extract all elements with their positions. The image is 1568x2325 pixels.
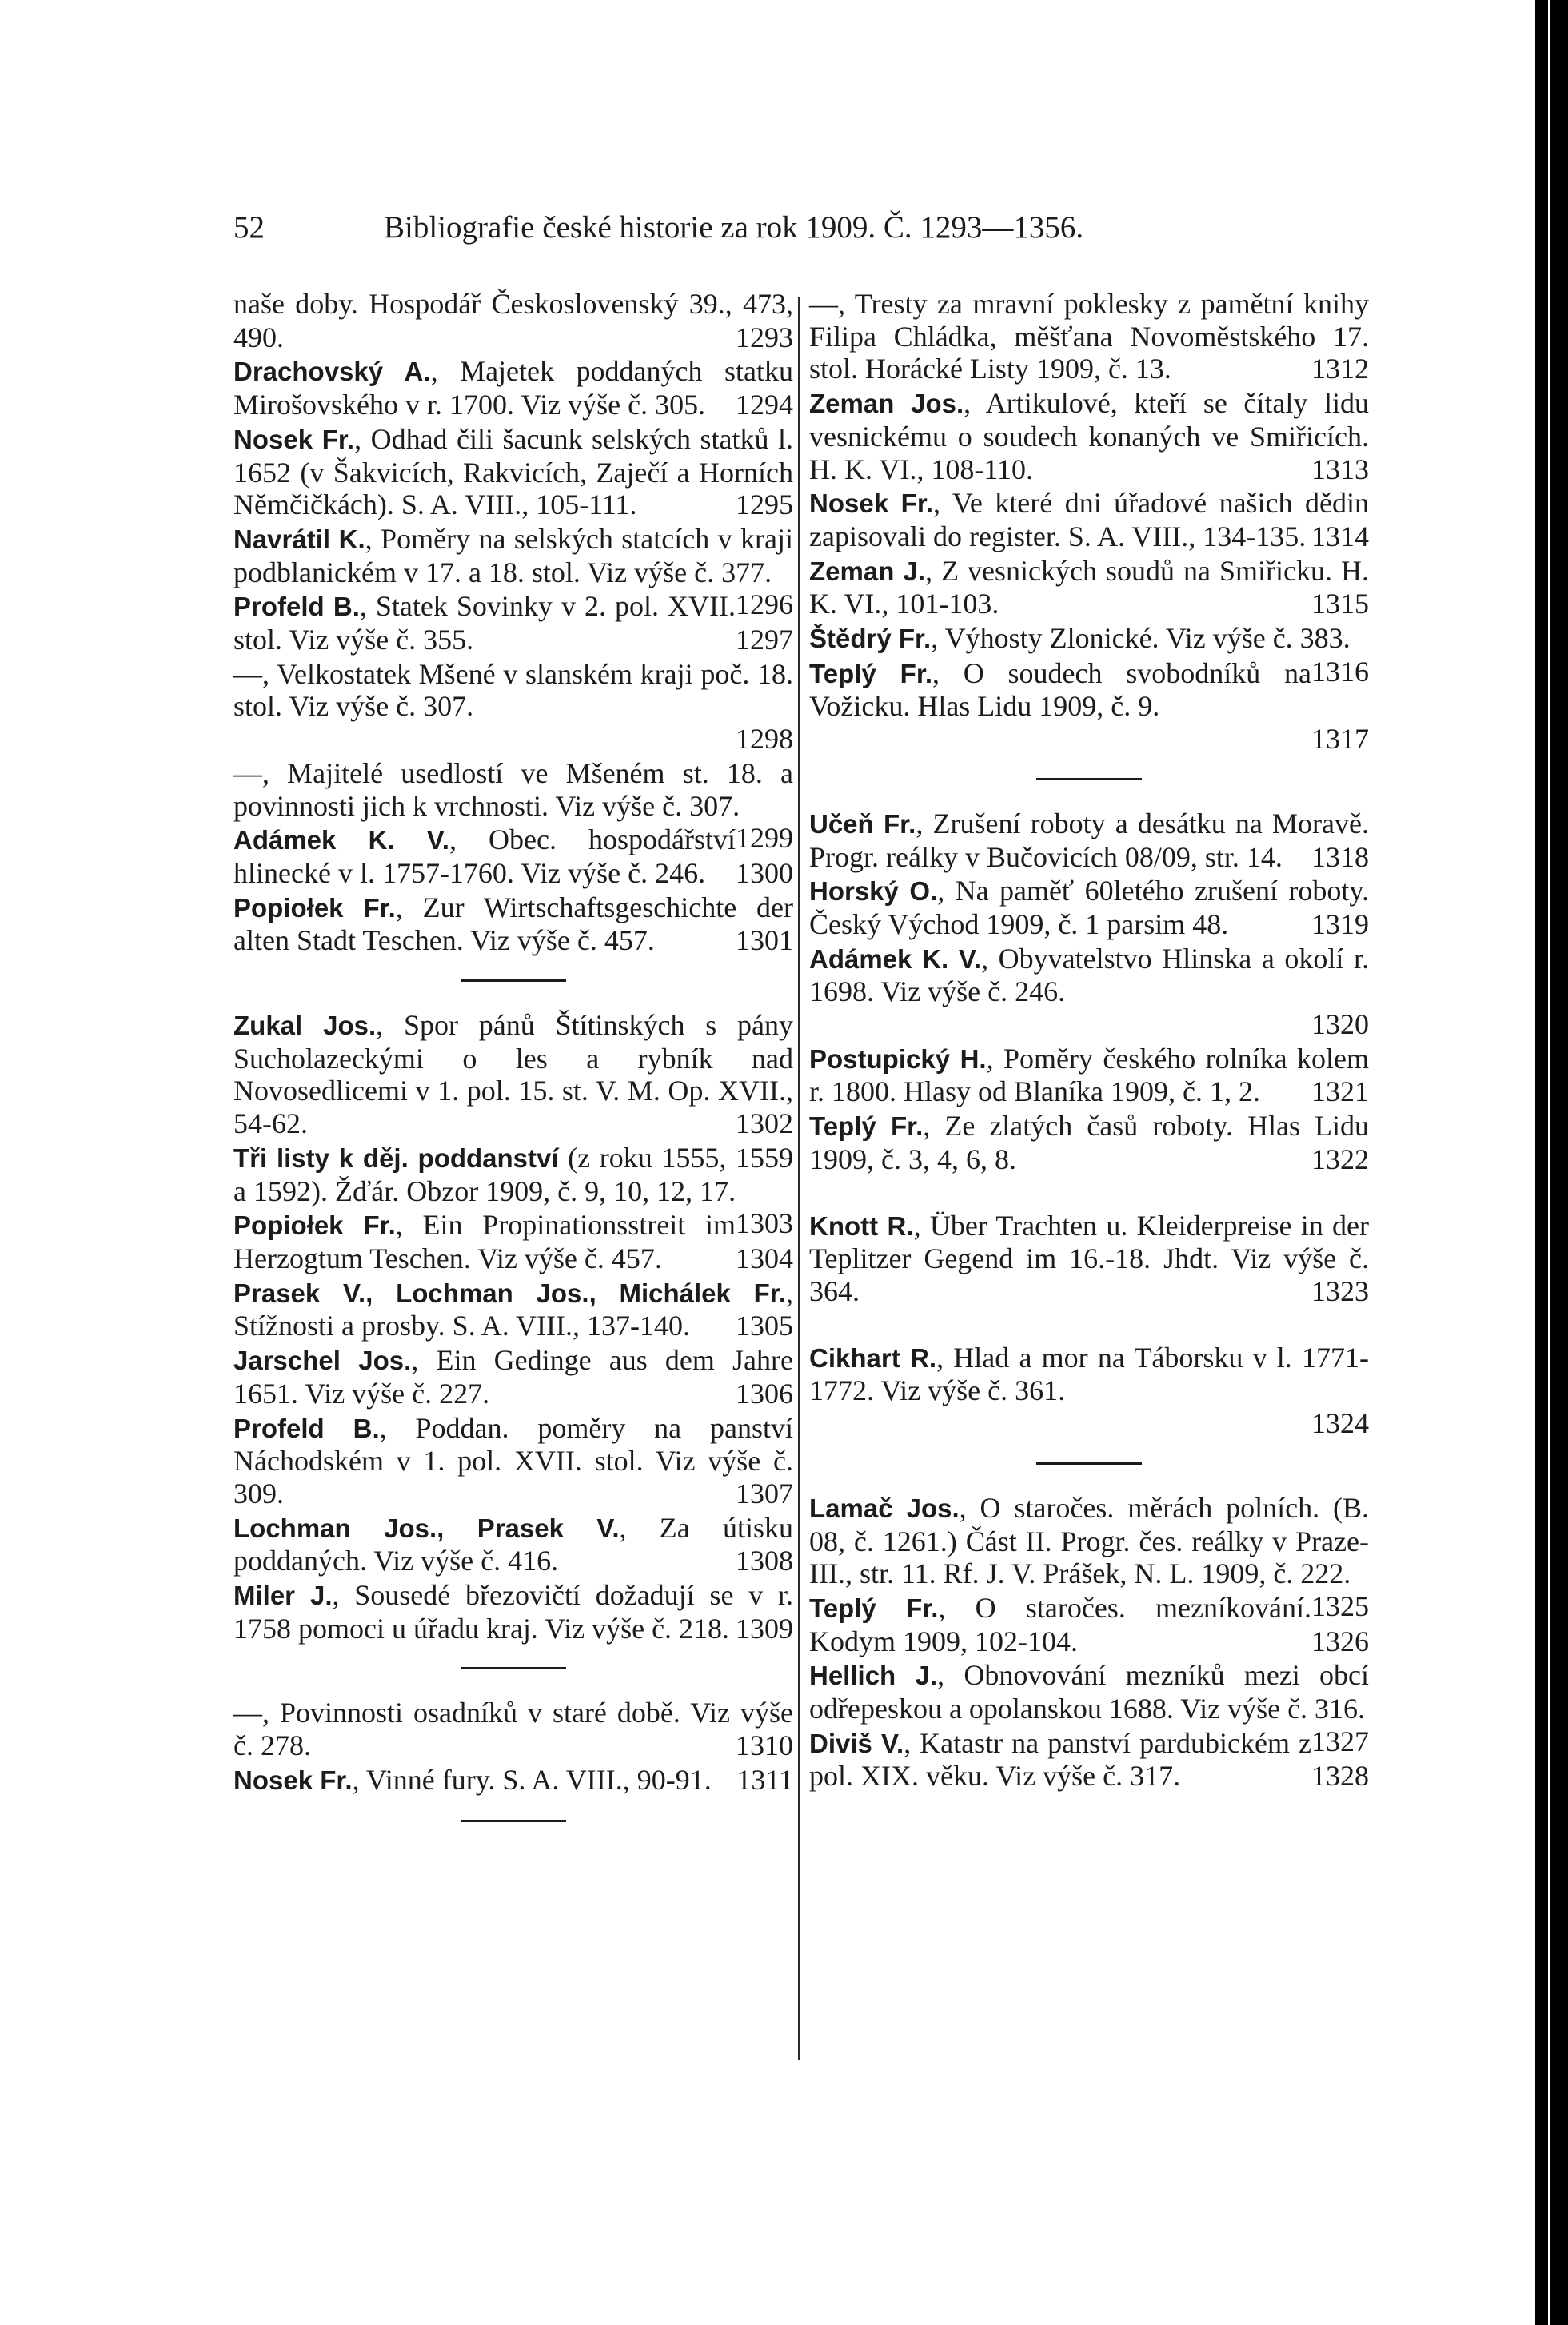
- section-separator: [461, 1667, 566, 1669]
- entry-1295: Nosek Fr., Odhad čili šacunk selských statků l. 1652 (v Šakvicích, Rakvicích, Zaječí a Horních Němčičkách). S. A. VIII., 105-111. 1295: [233, 422, 793, 521]
- entry-1294: Drachovský A., Majetek poddaných statku Mirošovského v r. 1700. Viz výše č. 305. 1294: [233, 355, 793, 421]
- column-divider: [798, 297, 800, 2060]
- section-separator: [1036, 1462, 1142, 1465]
- entry-1307: Profeld B., Poddan. poměry na panství Náchodském v 1. pol. XVII. stol. Viz výše č. 309. 1307: [233, 1411, 793, 1509]
- page-number: 52: [233, 210, 265, 245]
- entry-1296: Navrátil K., Poměry na selských statcích v kraji podblanickém v 17. a 18. stol. Viz výše č. 377. 1296: [233, 522, 793, 621]
- entry-1293: naše doby. Hospodář Československý 39., 473, 490. 1293: [233, 288, 793, 353]
- running-header: [233, 209, 1209, 257]
- entry-1297: Profeld B., Statek Sovinky v 2. pol. XVII. stol. Viz výše č. 355. 1297: [233, 590, 793, 656]
- entry-1321: Postupický H., Poměry českého rolníka kolem r. 1800. Hlasy od Blaníka 1909, č. 1, 2. 1321: [809, 1042, 1369, 1108]
- entry-1325: Lamač Jos., O staročes. měrách polních. (B. 08, č. 1261.) Část II. Progr. čes. reálky v Praze-III., str. 11. Rf. J. V. Prášek, N. L. 1909, č. 222. 1325: [809, 1491, 1369, 1622]
- scan-edge-line: [1548, 0, 1550, 2325]
- entry-1316: Štědrý Fr., Výhosty Zlonické. Viz výše č. 383. 1316: [809, 622, 1369, 688]
- entry-1305: Prasek V., Lochman Jos., Michálek Fr., Stížnosti a prosby. S. A. VIII., 137-140. 1305: [233, 1276, 793, 1342]
- entry-1302: Zukal Jos., Spor pánů Štítinských s pány Sucholazeckými o les a rybník nad Novosedlicemi v 1. pol. 15. st. V. M. Op. XVII., 54-62. 1302: [233, 1009, 794, 1140]
- scan-border: [1535, 0, 1568, 2325]
- entry-1328: Diviš V., Katastr na panství pardubickém z pol. XIX. věku. Viz výše č. 317. 1328: [809, 1726, 1369, 1793]
- section-separator: [1036, 778, 1142, 780]
- entry-1300: Adámek K. V., Obec. hospodářství hlinecké v l. 1757-1760. Viz výše č. 246. 1300: [233, 824, 793, 889]
- entry-1315: Zeman J., Z vesnických soudů na Smiřicku. H. K. VI., 101-103. 1315: [809, 554, 1369, 620]
- entry-1308: Lochman Jos., Prasek V., Za útisku poddaných. Viz výše č. 416. 1308: [233, 1511, 793, 1577]
- entry-1323: Knott R., Über Trachten u. Kleiderpreise in der Teplitzer Gegend im 16.-18. Jhdt. Viz výše č. 364. 1323: [809, 1209, 1369, 1307]
- entry-1322: Teplý Fr., Ze zlatých časů roboty. Hlas Lidu 1909, č. 3, 4, 6, 8. 1322: [809, 1110, 1369, 1175]
- entry-1318: Učeň Fr., Zrušení roboty a desátku na Moravě. Progr. reálky v Bučovicích 08/09, str. 14. 1318: [809, 807, 1370, 873]
- entry-1304: Popiołek Fr., Ein Propinationsstreit im Herzogtum Teschen. Viz výše č. 457. 1304: [233, 1209, 793, 1274]
- entry-1309: Miler J., Sousedé březovičtí dožadují se v r. 1758 pomoci u úřadu kraj. Viz výše č. 218. 1309: [233, 1579, 793, 1645]
- entry-1299: —, Majitelé usedlostí ve Mšeném st. 18. a povinnosti jich k vrchnosti. Viz výše č. 307. 1299: [233, 756, 793, 855]
- entry-1306: Jarschel Jos., Ein Gedinge aus dem Jahre 1651. Viz výše č. 227. 1306: [233, 1344, 794, 1410]
- entry-1320: Adámek K. V., Obyvatelstvo Hlinska a okolí r. 1698. Viz výše č. 246. 1320: [809, 942, 1369, 1041]
- entry-1317: Teplý Fr., O soudech svobodníků na Vožicku. Hlas Lidu 1909, č. 9. 1317: [809, 656, 1369, 756]
- entry-1327: Hellich J., Obnovování mezníků mezi obcí odřepeskou a opolanskou 1688. Viz výše č. 316. 1327: [809, 1659, 1369, 1757]
- entry-1313: Zeman Jos., Artikulové, kteří se čítaly lidu vesnickému o soudech konaných ve Smiřicích. H. K. VI., 108-110. 1313: [809, 387, 1369, 485]
- entry-1326: Teplý Fr., O staročes. mezníkování. Kodym 1909, 102-104. 1326: [809, 1591, 1369, 1657]
- section-separator: [461, 979, 566, 982]
- entry-1314: Nosek Fr., Ve které dni úřadové našich dědin zapisovali do register. S. A. VIII., 134-135. 1314: [809, 487, 1369, 552]
- entry-1310: —, Povinnosti osadníků v staré době. Viz výše č. 278. 1310: [233, 1697, 793, 1762]
- entry-1298: —, Velkostatek Mšené v slanském kraji poč. 18. stol. Viz výše č. 307. 1298: [233, 657, 793, 756]
- entry-1312: —, Tresty za mravní poklesky z pamětní knihy Filipa Chládka, měšťana Novoměstského 17. stol. Horácké Listy 1909, č. 13. 1312: [809, 288, 1369, 385]
- entry-1319: Horský O., Na paměť 60letého zrušení roboty. Český Východ 1909, č. 1 parsim 48. 1319: [809, 875, 1369, 940]
- entry-1303: Tři listy k děj. poddanství (z roku 1555, 1559 a 1592). Žďár. Obzor 1909, č. 9, 10, 12, 17. 1303: [233, 1141, 793, 1240]
- right-column: [809, 288, 1369, 1794]
- left-column: [233, 288, 793, 1849]
- section-separator: [461, 1820, 566, 1822]
- entry-1324: Cikhart R., Hlad a mor na Táborsku v l. 1771-1772. Viz výše č. 361. 1324: [809, 1341, 1369, 1440]
- entry-1301: Popiołek Fr., Zur Wirtschaftsgeschichte der alten Stadt Teschen. Viz výše č. 457. 1301: [233, 891, 794, 957]
- entry-1311: Nosek Fr., Vinné fury. S. A. VIII., 90-91. 1311: [233, 1763, 793, 1796]
- running-title: Bibliografie české historie za rok 1909. Č. 1293—1356.: [384, 210, 1084, 245]
